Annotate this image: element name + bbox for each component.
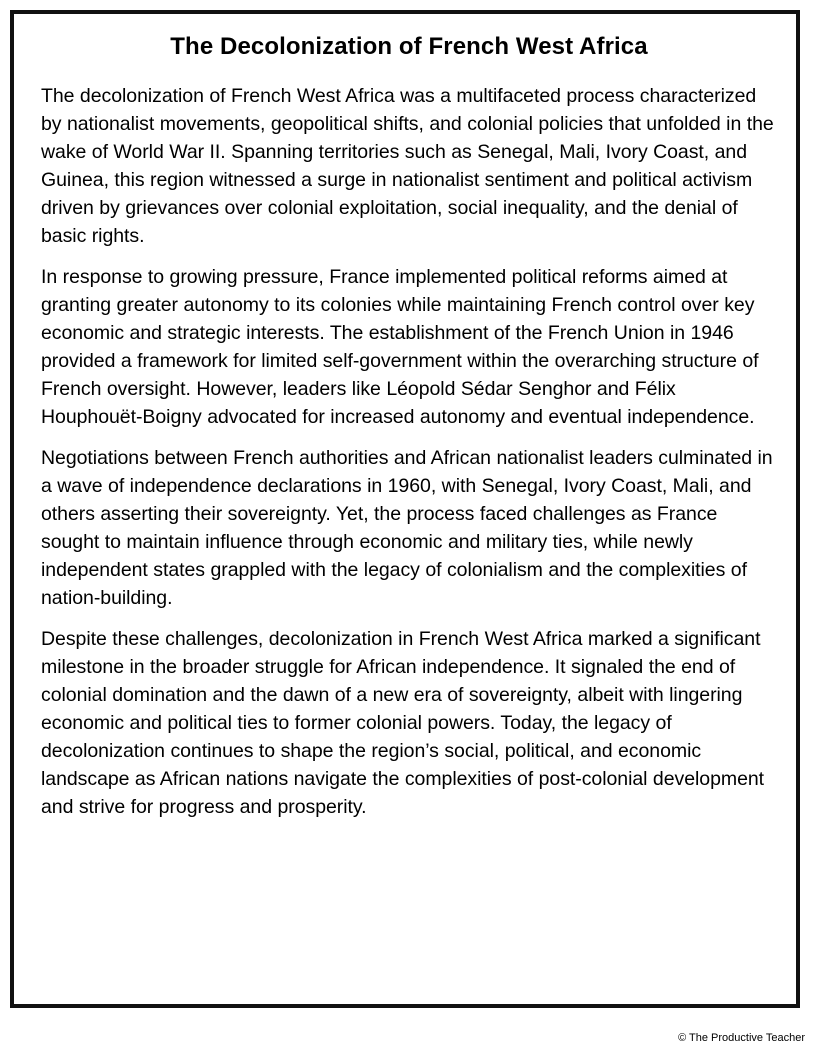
body-paragraph-1: The decolonization of French West Africa was a multifaceted process characterized by nationalist movements, geopolitical shifts, and colonial policies that unfolded in the wake of World War II. Spanning territories such as Senegal, Mali, Ivory Coast, and Guinea, this region witnessed a surge in nationalist sentiment and political activism driven by grievances over colonial exploitation, social inequality, and the denial of basic rights. [41, 85, 774, 247]
copyright-footer: © The Productive Teacher [678, 1032, 805, 1044]
worksheet-border-frame [10, 10, 800, 1008]
page-title: The Decolonization of French West Africa [170, 33, 648, 60]
body-paragraph-2: In response to growing pressure, France implemented political reforms aimed at granting greater autonomy to its colonies while maintaining French control over key economic and strategic interests. The establishment of the French Union in 1946 provided a framework for limited self-government within the overarching structure of French oversight. However, leaders like Léopold Sédar Senghor and Félix Houphouët-Boigny advocated for increased autonomy and eventual independence. [41, 266, 759, 428]
body-paragraph-3: Negotiations between French authorities and African nationalist leaders culminated in a wave of independence declarations in 1960, with Senegal, Ivory Coast, Mali, and others asserting their sovereignty. Yet, the process faced challenges as France sought to maintain influence through economic and military ties, while newly independent states grappled with the legacy of colonialism and the complexities of nation-building. [41, 447, 773, 609]
body-paragraph-4: Despite these challenges, decolonization in French West Africa marked a significant milestone in the broader struggle for African independence. It signaled the end of colonial domination and the dawn of a new era of sovereignty, albeit with lingering economic and political ties to former colonial powers. Today, the legacy of decolonization continues to shape the region’s social, political, and economic landscape as African nations navigate the complexities of post-colonial development and strive for progress and prosperity. [41, 628, 765, 818]
worksheet-content [41, 32, 777, 821]
